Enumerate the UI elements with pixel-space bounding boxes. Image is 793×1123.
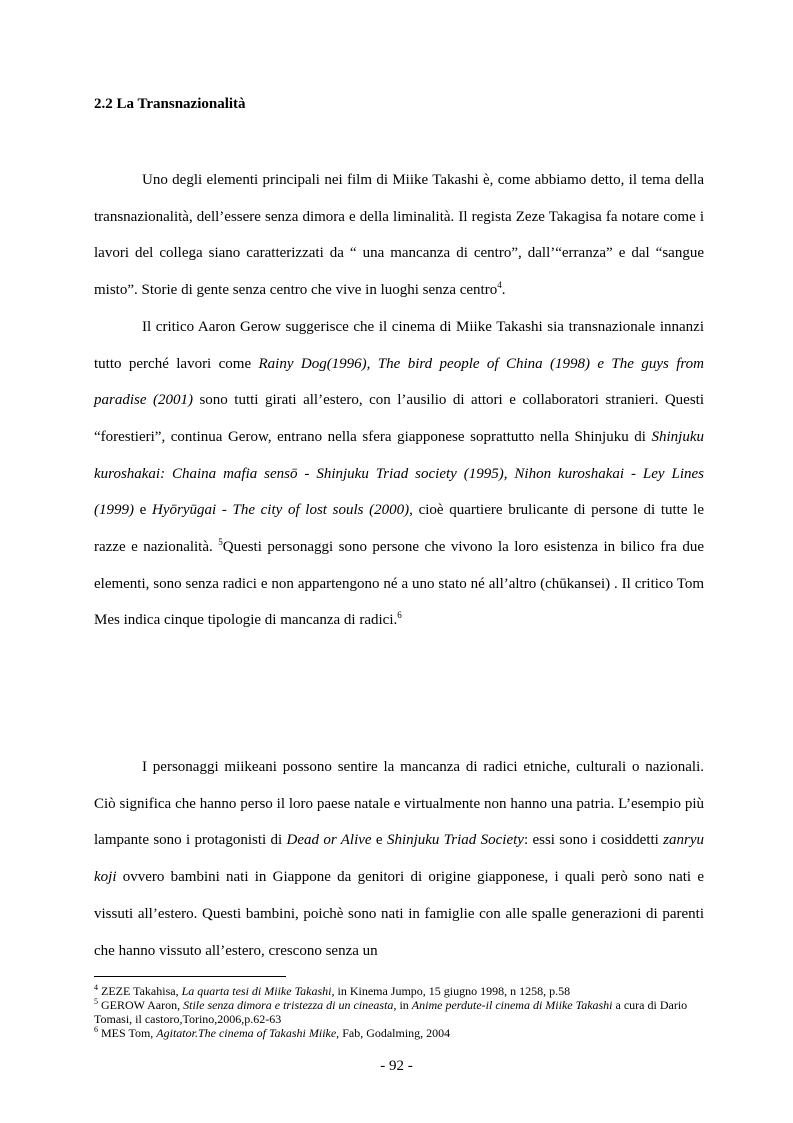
footnote-ref-4: 4	[497, 280, 502, 291]
paragraph-2: Il critico Aaron Gerow suggerisce che il cinema di Miike Takashi sia transnazionale innanzi tutto perché lavori come Rainy Dog(1996), The bird people of China (1998) e The guys from paradise (2001) sono tutti girati all’estero, con l’ausilio di attori e collaboratori stranieri. Questi “forestieri”, continua Gerow, entrano nella sfera giapponese soprattutto nella Shinjuku di Shinjuku kuroshakai: Chaina mafia sensō - Shinjuku Triad society (1995), Nihon kuroshakai - Ley Lines (1999) e Hyōryūgai - The city of lost souls (2000), cioè quartiere brulicante di persone di tutte le razze e nazionalità. $^5$Questi personaggi sono persone che vivono la loro esistenza in bilico fra due elementi, sono senza radici e non appartengono né a uno stato né all’altro (chūkansei) . Il critico Tom Mes indica cinque tipologie di mancanza di radici.$^6$	[94, 318, 704, 629]
paragraph-1: Uno degli elementi principali nei film di Miike Takashi è, come abbiamo detto, il tema della transnazionalità, dell’essere senza dimora e della liminalità. Il regista Zeze Takagisa fa notare come i lavori del collega siano caratterizzati da “ una mancanza di centro”, dall’“erranza” e dal “sangue misto”. Storie di gente senza centro che vive in luoghi senza centro$^4$.	[94, 172, 704, 299]
footnote-divider	[94, 976, 286, 977]
footnote-4: $^4$ ZEZE Takahisa, La quarta tesi di Miike Takashi, in Kinema Jumpo, 15 giugno 1998, n 1258, p.58	[94, 983, 571, 998]
footnote-6: $^6$ MES Tom, Agitator.The cinema of Takashi Miike, Fab, Godalming, 2004	[94, 1025, 451, 1040]
footnote-ref-6: 6	[397, 610, 402, 621]
footnote-5: $^5$ GEROW Aaron, Stile senza dimora e tristezza di un cineasta, in Anime perdute-il cinema di Miike Takashi a cura di Dario Tomasi, il castoro,Torino,2006,p.62-63	[94, 997, 688, 1026]
footnotes	[94, 984, 704, 1040]
body-text-2	[94, 749, 704, 969]
paragraph-3: I personaggi miikeani possono sentire la mancanza di radici etniche, culturali o nazionali. Ciò significa che hanno perso il loro paese natale e virtualmente non hanno una patria. L’esempio più lampante sono i protagonisti di Dead or Alive e Shinjuku Triad Society: essi sono i cosiddetti zanryu koji ovvero bambini nati in Giappone da genitori di origine giapponese, i quali però sono nati e vissuti all’estero. Questi bambini, poichè sono nati in famiglie con alle spalle generazioni di parenti che hanno vissuto all’estero, crescono senza un	[94, 759, 705, 959]
page-number: - 92 -	[380, 1058, 413, 1074]
section-heading: 2.2 La Transnazionalità	[94, 96, 246, 112]
footnote-ref-5: 5	[218, 537, 223, 548]
body-text	[94, 162, 704, 639]
